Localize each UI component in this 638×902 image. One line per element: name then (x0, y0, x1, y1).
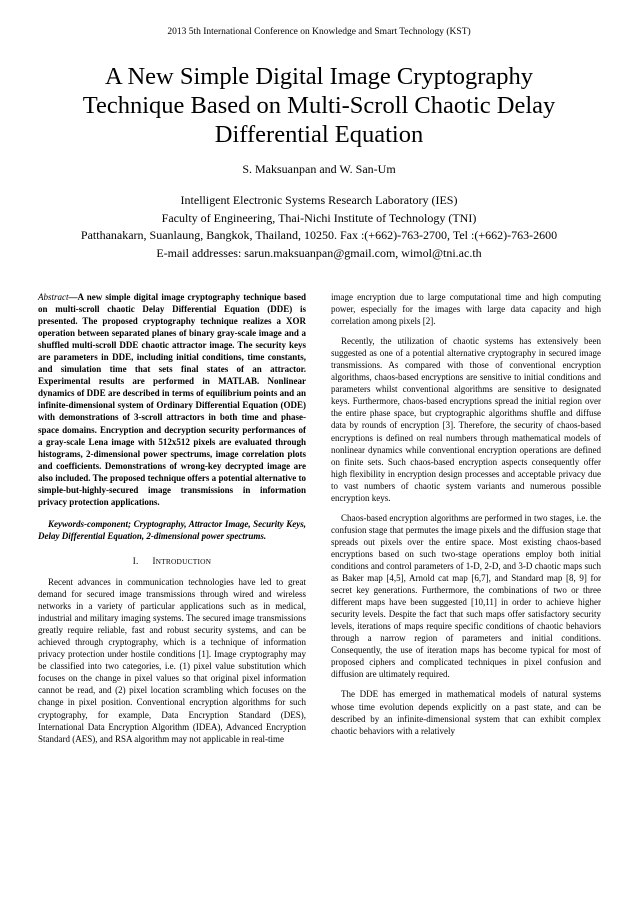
keywords: Keywords-component; Cryptography, Attractor Image, Security Keys, Delay Differential Equation, 2-dimensional power spectrums. (38, 518, 306, 541)
section-title-rest: NTRODUCTION (155, 556, 212, 566)
affiliation-line: Faculty of Engineering, Thai-Nichi Institute of Technology (TNI) (161, 210, 477, 225)
abstract-text: —A new simple digital image cryptography technique based on multi-scroll chaotic Delay Differential Equation (DDE) is presented. The proposed cryptography technique realizes a XOR operation between separated planes of binary gray-scale image and a shuffled multi-scroll DDE chaotic attractor image. The security keys are parameters in DDE, including initial conditions, time constants, and simulation time that sets final states of an attractor. Experimental results are performed in MATLAB. Nonlinear dynamics of DDE are described in terms of equilibrium points and an infinite-dimensional system of Ordinary Differential Equation (ODE) with demonstrations of 3-scroll attractors in both time and phase-space domains. Encryption and decryption security performances of a gray-scale Lena image with 512x512 pixels are evaluated through histograms, 2-dimensional power spectrums, image correlation plots and coefficients. Demonstrations of wrong-key decrypted image are also included. The proposed technique offers a potential alternative to simple-but-highly-secured image transmissions in information privacy protection applications. (38, 292, 306, 507)
paper-title (30, 62, 608, 149)
intro-paragraph: Recent advances in communication technologies have led to great demand for secured image transmissions through wired and wireless networks in a variety of particular applications such as in medical, industrial and military imaging systems. The secured image transmissions greatly require reliable, fast and robust security systems, and can be achieved through cryptography, which is a technique of information privacy protection under hostile conditions [1]. Image cryptography may be classified into two categories, i.e. (1) pixel value substitution which focuses on the change in pixel values so that original pixel information cannot be read, and (2) pixel location scrambling which focuses on the change in pixel position. Conventional encryption algorithms for such cryptography, for example, Data Encryption Standard (DES), International Data Encryption Algorithm (IDEA), Advanced Encryption Standard (AES), and RSA algorithm may not applicable in real-time (38, 576, 306, 744)
title-line: Differential Equation (214, 121, 424, 148)
abstract (38, 291, 306, 508)
affiliation-line: Patthanakarn, Suanlaung, Bangkok, Thailand, 10250. Fax :(+662)-763-2700, Tel :(+662)-763-2600 (80, 228, 558, 242)
body-paragraph: image encryption due to large computational time and high computing power, especially for the images with large data capacity and high correlation among pixels [2]. (331, 292, 601, 327)
body-paragraph: Chaos-based encryption algorithms are performed in two stages, i.e. the confusion stage that permutes the image pixels and the diffusion stage that spreads out pixels over the entire space. Most existing chaos-based encryptions based on such two-stage operations employ both initial conditions and control parameters of 1-D, 2-D, and 3-D chaotic maps such as Baker map [4,5], Arnold cat map [6,7], and Standard map [8, 9] for secret key generations. Furthermore, the combinations of two or three different maps have been suggested [10,11] in order to achieve higher security levels. Despite the fact that such maps offer satisfactory security levels, iterations of maps require specific conditions of chaotic behaviors through a narrow region of parameters and initial conditions. Consequently, the use of iteration maps has become typical for most of proposed ciphers and complicated techniques in pixel confusion and diffusion are ultimately required. (331, 512, 601, 680)
abstract-label: Abstract (38, 292, 69, 302)
author-list: S. Maksuanpan and W. San-Um (242, 162, 396, 176)
email-line: E-mail addresses: sarun.maksuanpan@gmail.com, wimol@tni.ac.th (156, 245, 482, 260)
body-paragraph: Recently, the utilization of chaotic systems has extensively been suggested as one of a potential alternative cryptography in secured image transmissions. As compared with those of conventional encryption algorithms, chaos-based encryptions are sensitive to initial conditions and parameters whilst conventional algorithms are sensitive to designated keys. Furthermore, chaos-based encryptions spread the initial region over the entire phase space, but cryptographic algorithms shuffle and diffuse data by rounds of encryption [3]. Therefore, the security of chaos-based encryptions is defined on real numbers through mathematical models of nonlinear dynamics while conventional encryption operations are defined on finite sets. Such chaos-based encryption aspects consequently offer high flexibility in encryption design processes and acceptable privacy due to vast numbers of chaotic system variants and numerous possible encryption keys. (331, 336, 601, 503)
conference-header: 2013 5th International Conference on Knowledge and Smart Technology (KST) (167, 27, 471, 37)
section-heading-introduction (38, 555, 306, 568)
body-paragraph: The DDE has emerged in mathematical models of natural systems whose time evolution depends explicitly on a past state, and can be described by an infinite-dimensional system that can exhibit complex chaotic behaviors with a relatively (331, 689, 601, 736)
section-number: I. (132, 555, 139, 566)
right-column (331, 291, 601, 737)
affiliation-line: Intelligent Electronic Systems Research Laboratory (IES) (180, 193, 458, 207)
affiliation-block (0, 192, 638, 262)
title-line: Technique Based on Multi-Scroll Chaotic Delay (82, 92, 556, 119)
left-column (38, 291, 306, 745)
section-title-first: I (152, 555, 156, 566)
title-line: A New Simple Digital Image Cryptography (105, 63, 533, 90)
